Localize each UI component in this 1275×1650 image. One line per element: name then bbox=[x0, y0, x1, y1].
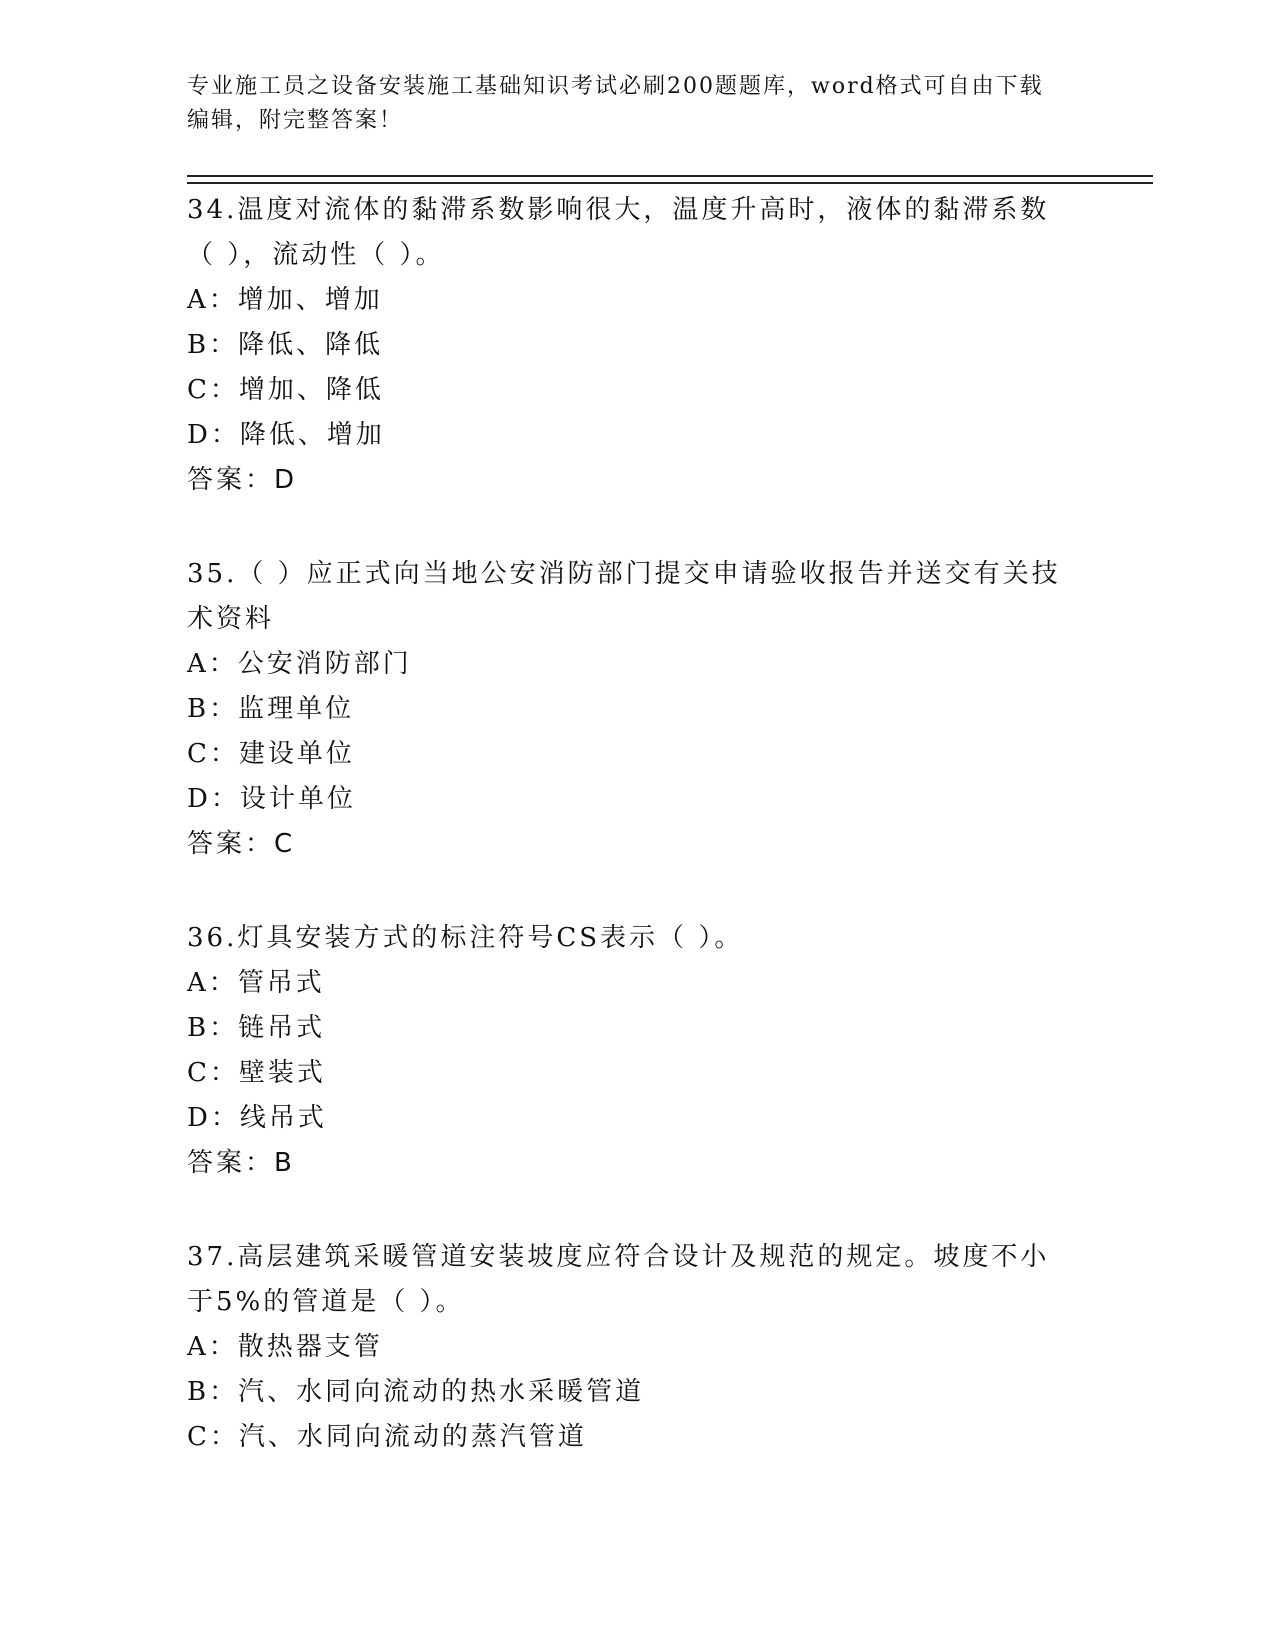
answer: 答案：D bbox=[187, 465, 298, 495]
option-c: C：壁装式 bbox=[187, 1058, 326, 1088]
option-a: A：公安消防部门 bbox=[187, 649, 412, 679]
question-35 bbox=[187, 552, 1067, 867]
option-c: C：增加、降低 bbox=[187, 375, 384, 405]
question-stem: 36.灯具安装方式的标注符号CS表示（ ）。 bbox=[187, 923, 744, 953]
option-d: D：降低、增加 bbox=[187, 420, 385, 450]
answer: 答案：C bbox=[187, 829, 296, 859]
question-37 bbox=[187, 1235, 1067, 1460]
header-divider-top bbox=[187, 175, 1153, 177]
option-b: B：监理单位 bbox=[187, 694, 355, 724]
option-b: B：链吊式 bbox=[187, 1013, 326, 1043]
header-divider-bottom bbox=[187, 182, 1153, 184]
option-a: A：管吊式 bbox=[187, 968, 325, 998]
question-34 bbox=[187, 188, 1067, 503]
option-d: D：设计单位 bbox=[187, 784, 356, 814]
option-b: B：降低、降低 bbox=[187, 330, 384, 360]
question-stem: 35.（ ）应正式向当地公安消防部门提交申请验收报告并送交有关技术资料 bbox=[187, 559, 1061, 634]
question-36 bbox=[187, 916, 1067, 1186]
option-b: B：汽、水同向流动的热水采暖管道 bbox=[187, 1377, 645, 1407]
answer: 答案：B bbox=[187, 1148, 295, 1178]
option-c: C：汽、水同向流动的蒸汽管道 bbox=[187, 1422, 587, 1452]
document-header: 专业施工员之设备安装施工基础知识考试必刷200题题库，word格式可自由下载编辑，附完整答案！ bbox=[187, 74, 1044, 133]
option-c: C：建设单位 bbox=[187, 739, 355, 769]
option-d: D：线吊式 bbox=[187, 1103, 327, 1133]
option-a: A：散热器支管 bbox=[187, 1332, 383, 1362]
option-a: A：增加、增加 bbox=[187, 285, 383, 315]
question-stem: 37.高层建筑采暖管道安装坡度应符合设计及规范的规定。坡度不小于5%的管道是（ ）。 bbox=[187, 1242, 1050, 1317]
question-stem: 34.温度对流体的黏滞系数影响很大，温度升高时，液体的黏滞系数（ ），流动性（ ）。 bbox=[187, 195, 1050, 270]
